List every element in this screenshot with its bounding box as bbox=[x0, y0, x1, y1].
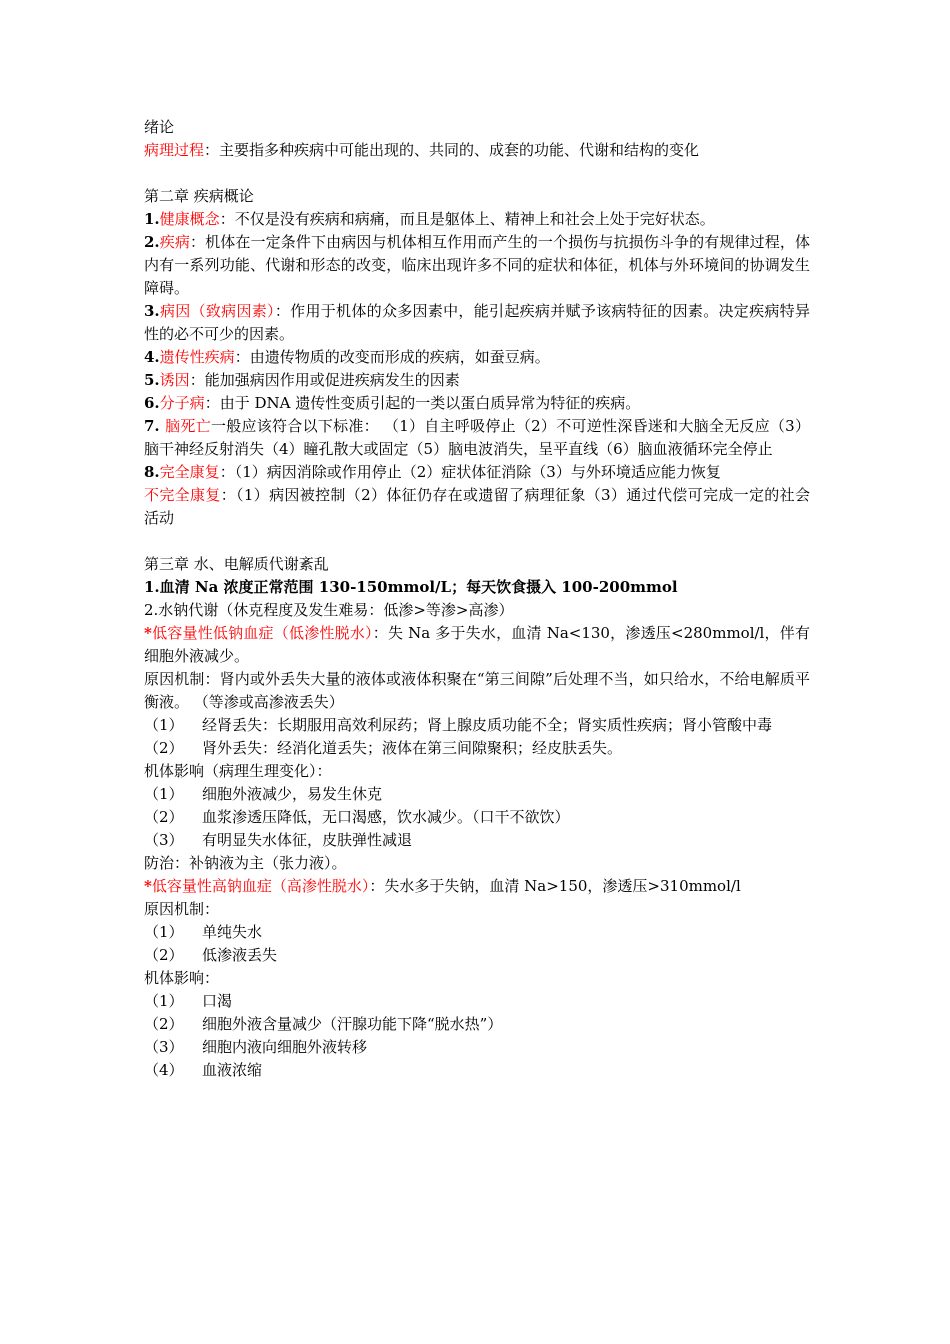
ch2-item-7 bbox=[144, 415, 810, 461]
list-number: （4） bbox=[144, 1061, 184, 1079]
list-item bbox=[144, 806, 810, 829]
definition: ：由于 DNA 遗传性变质引起的一类以蛋白质异常为特征的疾病。 bbox=[204, 394, 641, 412]
definition: ：失 Na 多于失水，血清 Na<130，渗透压<280mmol/l，伴有细胞外液减少。 bbox=[144, 624, 810, 665]
list-item bbox=[144, 737, 810, 760]
term: 病理过程 bbox=[144, 141, 205, 159]
term: 遗传性疾病 bbox=[159, 348, 235, 366]
item-number: 2. bbox=[144, 233, 160, 251]
term: 低容量性高钠血症（高渗性脱水） bbox=[151, 877, 370, 895]
list-item bbox=[144, 1036, 810, 1059]
definition: ：由遗传物质的改变而形成的疾病，如蚕豆病。 bbox=[234, 348, 550, 366]
hypertonic-cause-title: 原因机制： bbox=[144, 900, 220, 918]
list-number: （2） bbox=[144, 808, 184, 826]
list-text: 血浆渗透压降低，无口渴感，饮水减少。（口干不欲饮） bbox=[202, 808, 570, 826]
star-marker: * bbox=[144, 877, 152, 895]
hypotonic-effect-title: 机体影响（病理生理变化）： bbox=[144, 762, 332, 780]
item-number: 6. bbox=[144, 394, 160, 412]
hypertonic-effect-title: 机体影响： bbox=[144, 969, 220, 987]
star-marker: * bbox=[144, 624, 152, 642]
item-number: 4. bbox=[144, 348, 160, 366]
definition: ：（1）病因消除或作用停止（2）症状体征消除（3）与外环境适应能力恢复 bbox=[219, 463, 721, 481]
ch3-line-2: 2.水钠代谢（休克程度及发生难易：低渗>等渗>高渗） bbox=[144, 601, 514, 619]
pathology-definition bbox=[144, 139, 810, 162]
term: 完全康复 bbox=[159, 463, 220, 481]
term: 诱因 bbox=[159, 371, 190, 389]
definition: ：不仅是没有疾病和病痛，而且是躯体上、精神上和社会上处于完好状态。 bbox=[219, 210, 715, 228]
list-text: 单纯失水 bbox=[202, 923, 263, 941]
list-number: （1） bbox=[144, 716, 184, 734]
term: 低容量性低钠血症（低渗性脱水） bbox=[151, 624, 373, 642]
item-number: 7. bbox=[144, 417, 166, 435]
term: 健康概念 bbox=[159, 210, 220, 228]
ch2-item-9 bbox=[144, 484, 810, 530]
definition: ：机体在一定条件下由病因与机体相互作用而产生的一个损伤与抗损伤斗争的有规律过程，体内有一系列功能、代谢和形态的改变，临床出现许多不同的症状和体征，机体与外环境间的协调发生障碍。 bbox=[144, 233, 810, 297]
list-number: （3） bbox=[144, 831, 184, 849]
intro-title: 绪论 bbox=[144, 118, 175, 136]
list-item bbox=[144, 921, 810, 944]
ch2-item-5 bbox=[144, 369, 810, 392]
chapter-2-title: 第二章 疾病概论 bbox=[144, 187, 254, 205]
chapter-3-title: 第三章 水、电解质代谢紊乱 bbox=[144, 555, 329, 573]
list-number: （2） bbox=[144, 1015, 184, 1033]
list-number: （1） bbox=[144, 923, 184, 941]
hypotonic-treatment: 防治：补钠液为主（张力液）。 bbox=[144, 854, 347, 872]
list-item bbox=[144, 783, 810, 806]
list-item bbox=[144, 1013, 810, 1036]
list-number: （2） bbox=[144, 946, 184, 964]
term: 疾病 bbox=[159, 233, 191, 251]
list-text: 低渗液丢失 bbox=[202, 946, 278, 964]
ch2-item-1 bbox=[144, 208, 810, 231]
list-number: （1） bbox=[144, 785, 184, 803]
term: 分子病 bbox=[159, 394, 205, 412]
list-item bbox=[144, 829, 810, 852]
ch2-item-2 bbox=[144, 231, 810, 300]
list-text: 细胞内液向细胞外液转移 bbox=[202, 1038, 368, 1056]
hypotonic-dehydration-definition bbox=[144, 622, 810, 668]
item-number: 5. bbox=[144, 371, 160, 389]
hypertonic-dehydration-definition bbox=[144, 875, 810, 898]
list-number: （2） bbox=[144, 739, 184, 757]
definition: 一般应该符合以下标准： （1）自主呼吸停止（2）不可逆性深昏迷和大脑全无反应（3）脑干神经反射消失（4）瞳孔散大或固定（5）脑电波消失，呈平直线（6）脑血液循环完全停止 bbox=[144, 417, 810, 458]
term: 不完全康复 bbox=[144, 486, 221, 504]
spacer bbox=[144, 530, 810, 553]
list-text: 血液浓缩 bbox=[202, 1061, 263, 1079]
ch2-item-3 bbox=[144, 300, 810, 346]
item-number: 8. bbox=[144, 463, 160, 481]
list-text: 有明显失水体征，皮肤弹性减退 bbox=[202, 831, 413, 849]
item-number: 3. bbox=[144, 302, 160, 320]
list-text: 细胞外液含量减少（汗腺功能下降“脱水热”） bbox=[202, 1015, 503, 1033]
list-text: 肾外丢失：经消化道丢失；液体在第三间隙聚积；经皮肤丢失。 bbox=[202, 739, 623, 757]
definition: ：作用于机体的众多因素中，能引起疾病并赋予该病特征的因素。决定疾病特异性的必不可少的因素。 bbox=[144, 302, 810, 343]
document-content bbox=[144, 116, 810, 1082]
spacer bbox=[144, 162, 810, 185]
list-item bbox=[144, 944, 810, 967]
list-text: 细胞外液减少，易发生休克 bbox=[202, 785, 383, 803]
ch2-item-8 bbox=[144, 461, 810, 484]
list-number: （3） bbox=[144, 1038, 184, 1056]
item-number: 1. bbox=[144, 210, 160, 228]
definition: ：能加强病因作用或促进疾病发生的因素 bbox=[189, 371, 460, 389]
term: 病因（致病因素） bbox=[159, 302, 275, 320]
term: 脑死亡 bbox=[165, 417, 211, 435]
ch2-item-6 bbox=[144, 392, 810, 415]
definition: ：失水多于失钠，血清 Na>150，渗透压>310mmol/l bbox=[369, 877, 741, 895]
definition: ：（1）病因被控制（2）体征仍存在或遗留了病理征象（3）通过代偿可完成一定的社会活动 bbox=[144, 486, 810, 527]
ch2-item-4 bbox=[144, 346, 810, 369]
list-item bbox=[144, 714, 810, 737]
hypotonic-cause: 原因机制：肾内或外丢失大量的液体或液体积聚在“第三间隙”后处理不当，如只给水，不给电解质平衡液。 （等渗或高渗液丢失） bbox=[144, 670, 810, 711]
list-text: 经肾丢失：长期服用高效利尿药；肾上腺皮质功能不全；肾实质性疾病；肾小管酸中毒 bbox=[202, 716, 773, 734]
list-item bbox=[144, 990, 810, 1013]
ch3-line-1: 1.血清 Na 浓度正常范围 130-150mmol/L；每天饮食摄入 100-200mmol bbox=[144, 578, 678, 596]
list-text: 口渴 bbox=[202, 992, 233, 1010]
list-item bbox=[144, 1059, 810, 1082]
list-number: （1） bbox=[144, 992, 184, 1010]
definition: ：主要指多种疾病中可能出现的、共同的、成套的功能、代谢和结构的变化 bbox=[204, 141, 700, 159]
